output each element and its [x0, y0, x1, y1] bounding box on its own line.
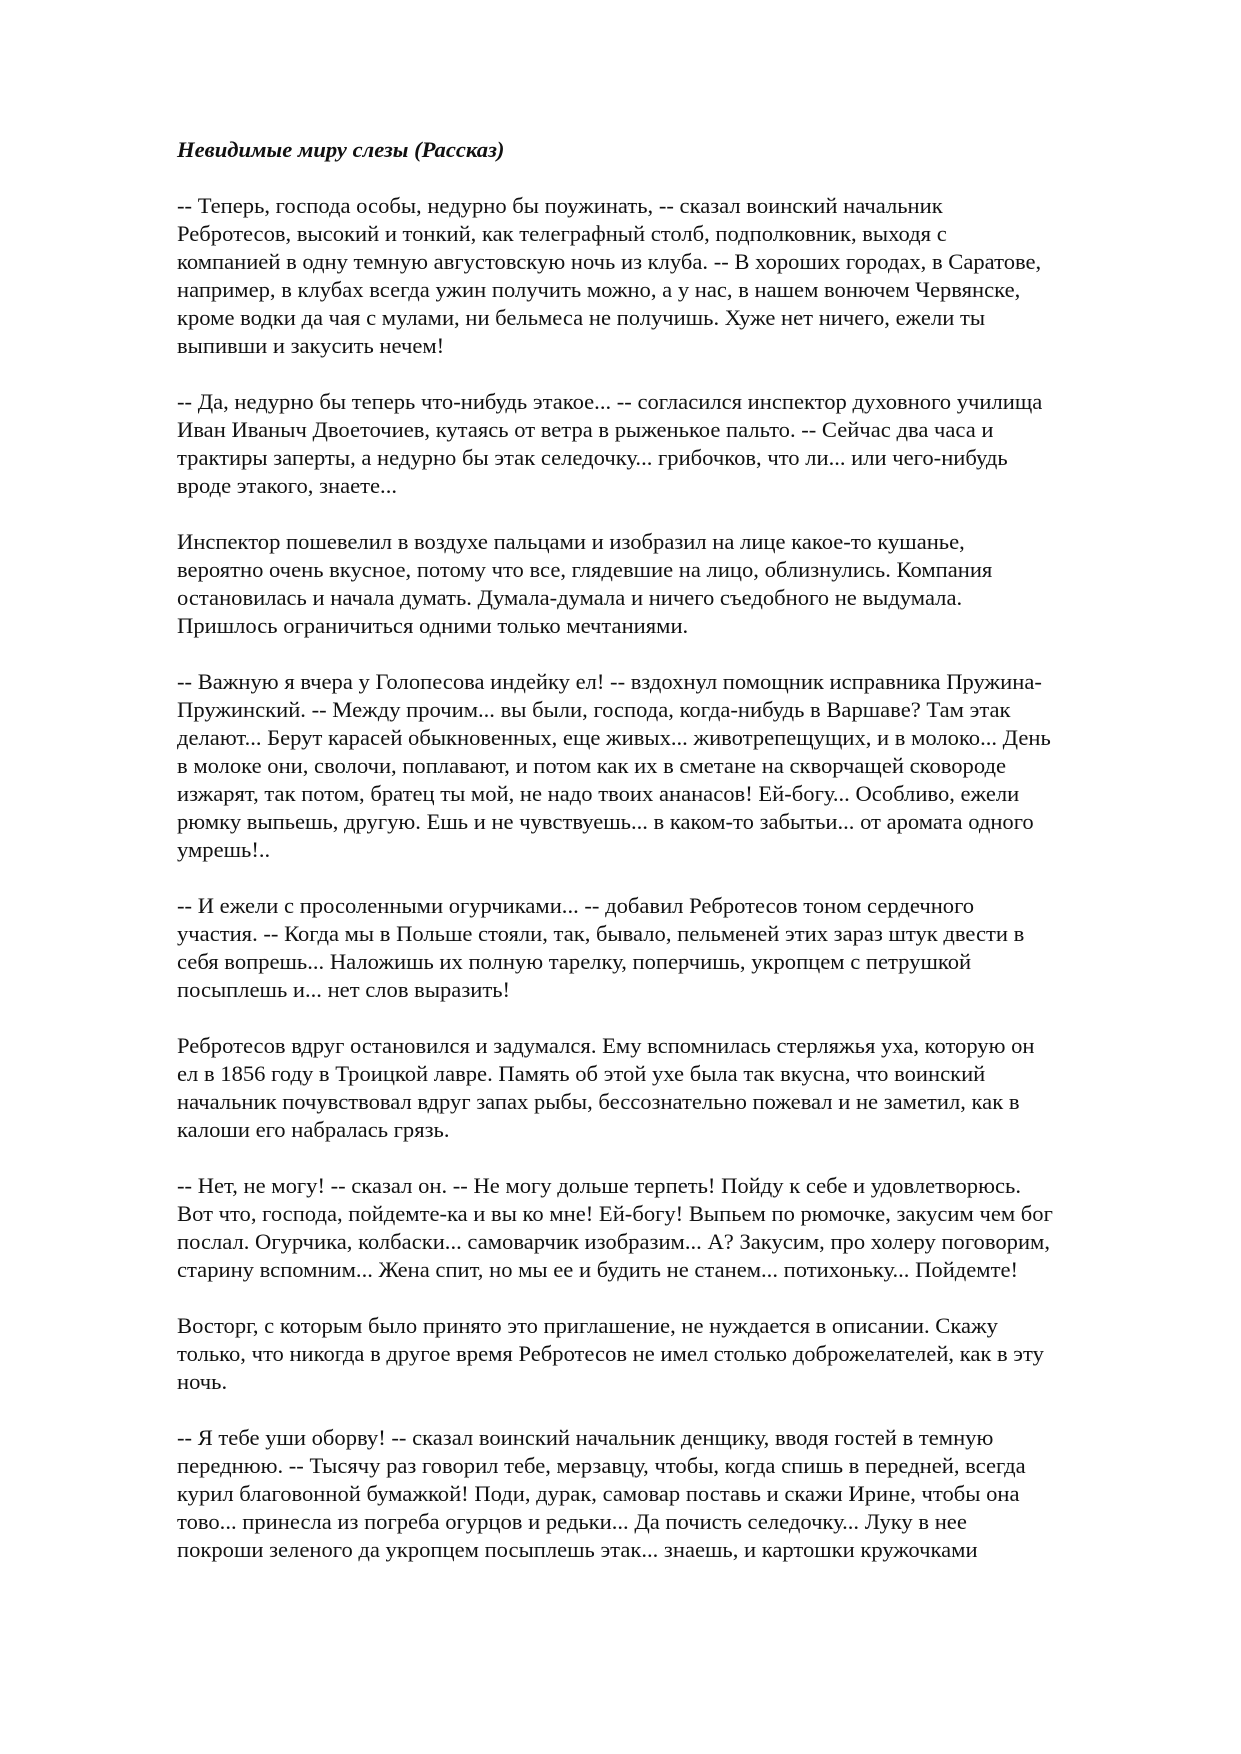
paragraph-2: -- Да, недурно бы теперь что-нибудь этакое... -- согласился инспектор духовного училища Иван Иваныч Двоеточиев, кутаясь от ветра в рыженькое пальто. -- Сейчас два часа и трактиры заперты, а недурно бы этак селедочку... грибочков, что ли... или чего-нибудь вроде этакого, знаете...	[177, 389, 1043, 498]
paragraph-6: Ребротесов вдруг остановился и задумался. Ему вспомнилась стерляжья уха, которую он ел в 1856 году в Троицкой лавре. Память об этой ухе была так вкусна, что воинский начальник почувствовал вдруг запах рыбы, бессознательно пожевал и не заметил, как в калоши его набралась грязь.	[177, 1033, 1035, 1142]
paragraph-5: -- И ежели с просоленными огурчиками... -- добавил Ребротесов тоном сердечного участия. -- Когда мы в Польше стояли, так, бывало, пельменей этих зараз штук двести в себя вопрешь... Наложишь их полную тарелку, поперчишь, укропцем с петрушкой посыплешь и... нет слов выразить!	[177, 893, 1025, 1002]
paragraph-8: Восторг, с которым было принято это приглашение, не нуждается в описании. Скажу только, что никогда в другое время Ребротесов не имел столько доброжелателей, как в эту ночь.	[177, 1313, 1044, 1394]
paragraph-1: -- Теперь, господа особы, недурно бы поужинать, -- сказал воинский начальник Ребротесов, высокий и тонкий, как телеграфный столб, подполковник, выходя с компанией в одну темную августовскую ночь из клуба. -- В хороших городах, в Саратове, например, в клубах всегда ужин получить можно, а у нас, в нашем вонючем Червянске, кроме водки да чая с мулами, ни бельмеса не получишь. Хуже нет ничего, ежели ты выпивши и закусить нечем!	[177, 193, 1042, 358]
document-page	[177, 136, 1162, 1592]
paragraph-3: Инспектор пошевелил в воздухе пальцами и изобразил на лице какое-то кушанье, вероятно очень вкусное, потому что все, глядевшие на лицо, облизнулись. Компания остановилась и начала думать. Думала-думала и ничего съедобного не выдумала. Пришлось ограничиться одними только мечтаниями.	[177, 529, 993, 638]
story-title: Невидимые миру слезы (Рассказ)	[177, 137, 505, 162]
paragraph-7: -- Нет, не могу! -- сказал он. -- Не могу дольше терпеть! Пойду к себе и удовлетворюсь. Вот что, господа, пойдемте-ка и вы ко мне! Ей-богу! Выпьем по рюмочке, закусим чем бог послал. Огурчика, колбаски... самоварчик изобразим... А? Закусим, про холеру поговорим, старину вспомним... Жена спит, но мы ее и будить не станем... потихоньку... Пойдемте!	[177, 1173, 1053, 1282]
paragraph-4: -- Важную я вчера у Голопесова индейку ел! -- вздохнул помощник исправника Пружина- Пружинский. -- Между прочим... вы были, господа, когда-нибудь в Варшаве? Там этак делают... Берут карасей обыкновенных, еще живых... животрепещущих, и в молоко... День в молоке они, сволочи, поплавают, и потом как их в сметане на скворчащей сковороде изжарят, так потом, братец ты мой, не надо твоих ананасов! Ей-богу... Особливо, ежели рюмку выпьешь, другую. Ешь и не чувствуешь... в каком-то забытьи... от аромата одного умрешь!..	[177, 669, 1051, 862]
paragraph-9: -- Я тебе уши оборву! -- сказал воинский начальник денщику, вводя гостей в темную переднюю. -- Тысячу раз говорил тебе, мерзавцу, чтобы, когда спишь в передней, всегда курил благовонной бумажкой! Поди, дурак, самовар поставь и скажи Ирине, чтобы она тово... принесла из погреба огурцов и редьки... Да почисть селедочку... Луку в нее покроши зеленого да укропцем посыплешь этак... знаешь, и картошки кружочками	[177, 1425, 1026, 1562]
